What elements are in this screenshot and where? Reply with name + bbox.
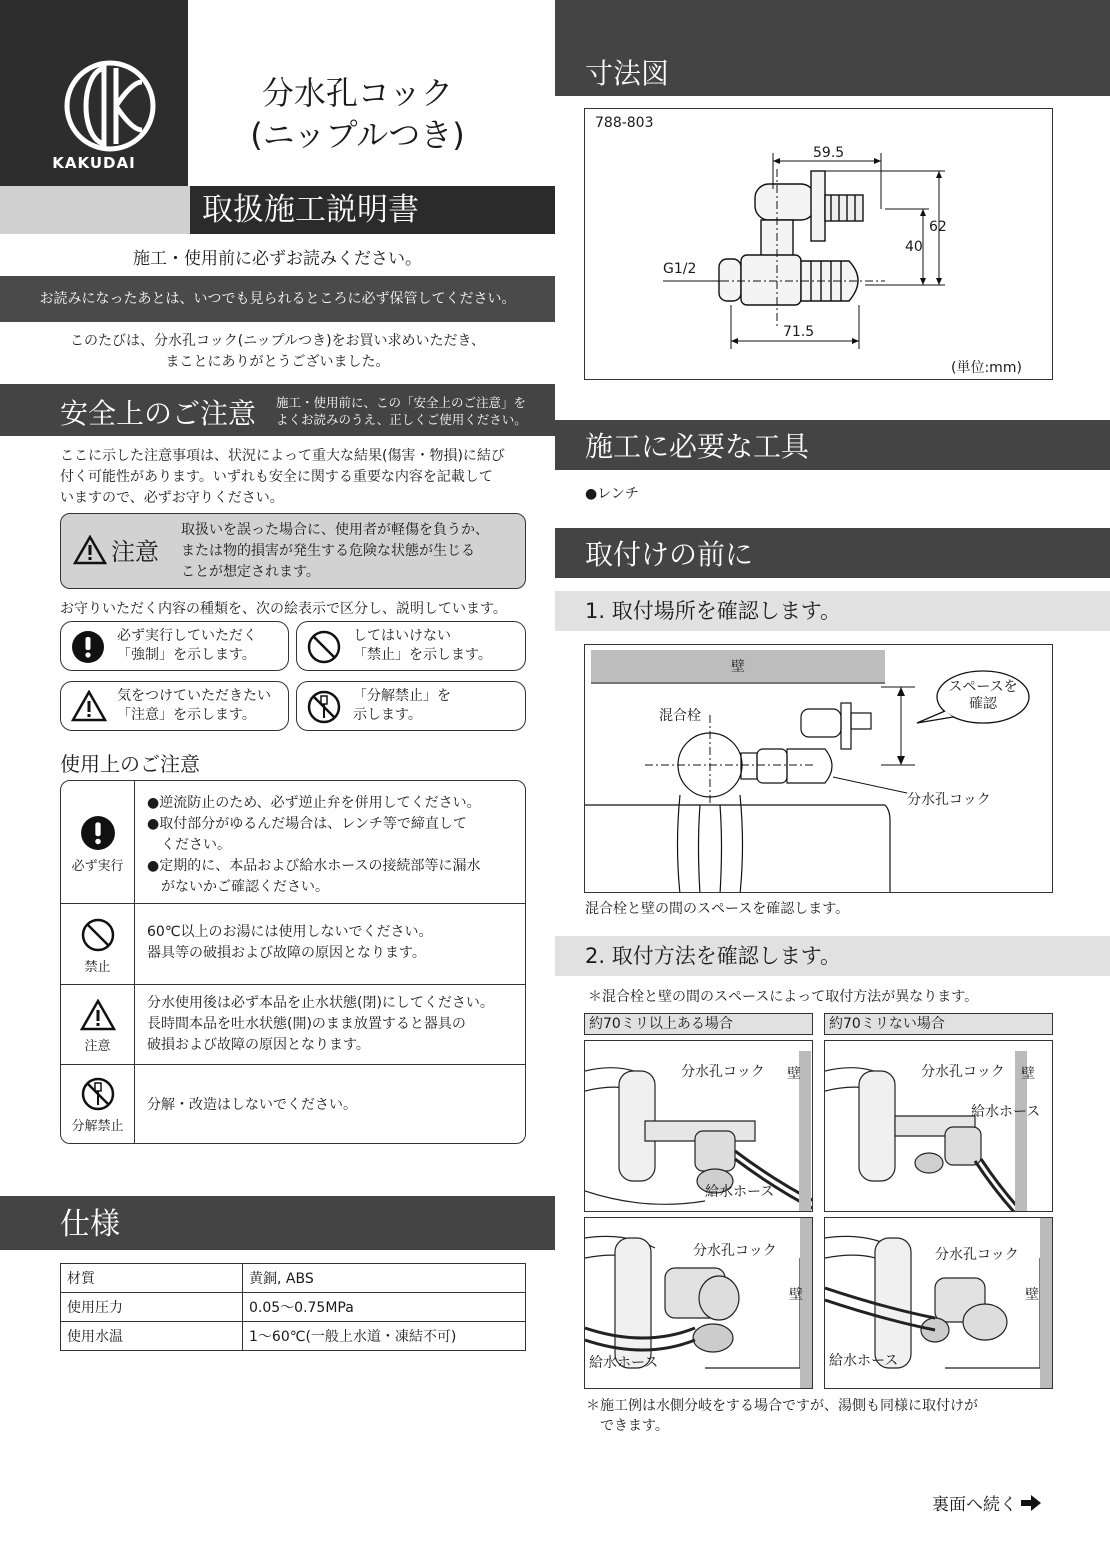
caution-pill-text	[117, 687, 271, 725]
prohibited-icon	[81, 918, 115, 952]
title-line-2: (ニップルつき)	[250, 116, 465, 154]
arrow-right-icon	[1021, 1495, 1041, 1511]
space-line-2: 確認	[969, 696, 997, 712]
usage-row-mandatory	[61, 781, 525, 903]
example-image-4	[824, 1217, 1053, 1389]
faucet-label: 混合栓	[659, 708, 701, 724]
row1-line-2: ●取付部分がゆるんだ場合は、レンチ等で締直して	[147, 816, 467, 832]
label-hose: 給水ホース	[829, 1353, 899, 1369]
dim-62: 62	[929, 219, 947, 235]
footnote-line-2: できます。	[600, 1418, 669, 1434]
spec-title: 仕様	[0, 1196, 555, 1250]
no-disassembly-icon	[81, 1077, 115, 1111]
usage-row-icon-cell	[61, 781, 135, 903]
dim-71-5: 71.5	[783, 324, 815, 340]
pill1-line-2: 「強制」を示します。	[117, 647, 256, 663]
usage-row-no-disassembly	[61, 1064, 525, 1144]
safety-note-line-1: 施工・使用前に、この「安全上のご注意」を	[276, 395, 527, 410]
usage-row-icon-cell	[61, 904, 135, 984]
label-wall: 壁	[1021, 1066, 1035, 1082]
example-image-1	[584, 1040, 813, 1212]
usage-row2-label: 禁止	[84, 960, 111, 975]
warning-triangle-icon	[71, 690, 107, 722]
pill4-line-2: 示します。	[353, 707, 422, 723]
spec-value: 黄銅, ABS	[243, 1264, 526, 1293]
classify-text: お守りいただく内容の種類を、次の絵表示で区分し、説明しています。	[60, 601, 507, 617]
spec-table	[60, 1263, 526, 1351]
continue-note	[932, 1490, 1041, 1515]
step1-caption: 混合栓と壁の間のスペースを確認します。	[585, 901, 850, 917]
safety-header	[0, 384, 555, 436]
row1-line-3: ください。	[161, 837, 231, 853]
unit-label: (単位:mm)	[951, 360, 1022, 376]
kakudai-logo	[62, 58, 158, 154]
step1-title: 1. 取付場所を確認します。	[555, 591, 1110, 631]
row3-line-2: 長時間本品を吐水状態(開)のまま放置すると器具の	[147, 1016, 466, 1032]
row3-line-3: 破損および故障の原因となります。	[147, 1037, 370, 1053]
footnote-line-1: ＊施工例は水側分岐をする場合ですが、湯側も同様に取付けが	[586, 1398, 978, 1414]
space-callout	[935, 679, 1031, 713]
caution-label	[73, 532, 159, 567]
caution-box	[60, 513, 526, 589]
example-image-2	[824, 1040, 1053, 1212]
usage-row4-label: 分解禁止	[71, 1119, 124, 1134]
no-disassembly-icon	[307, 690, 341, 724]
title-line-1: 分水孔コック	[261, 74, 454, 112]
safety-note	[276, 394, 527, 428]
continue-text: 裏面へ続く	[932, 1495, 1017, 1515]
keep-notice: お読みになったあとは、いつでも見られるところに必ず保管してください。	[0, 276, 555, 322]
prohibited-icon	[307, 630, 341, 664]
mandatory-pill	[60, 621, 289, 671]
usage-row2-text	[147, 922, 522, 964]
label-hose: 給水ホース	[589, 1355, 659, 1371]
usage-row4-text: 分解・改造はしないでください。	[147, 1097, 357, 1113]
usage-row-prohibited	[61, 903, 525, 984]
step2-note: ＊混合栓と壁の間のスペースによって取付方法が異なります。	[588, 989, 979, 1005]
label-cock: 分水孔コック	[935, 1247, 1019, 1263]
thread-label: G1/2	[663, 261, 697, 277]
thanks-line-2: まことにありがとうございました。	[165, 354, 390, 370]
wall-label: 壁	[591, 650, 885, 684]
spec-key: 材質	[61, 1264, 243, 1293]
pill4-line-1: 「分解禁止」を	[353, 688, 451, 704]
pill2-line-1: してはいけない	[353, 628, 451, 644]
usage-row-caution	[61, 984, 525, 1064]
footnote	[586, 1396, 978, 1436]
example-image-3	[584, 1217, 813, 1389]
spec-row	[61, 1293, 526, 1322]
logo-block	[0, 0, 188, 186]
model-number: 788-803	[595, 115, 654, 131]
row1-line-4: ●定期的に、本品および給水ホースの接続部等に漏水	[147, 858, 481, 874]
usage-row3-label: 注意	[84, 1039, 111, 1054]
label-wall: 壁	[789, 1287, 803, 1303]
thanks-text	[0, 331, 555, 373]
label-wall: 壁	[1025, 1287, 1039, 1303]
case1-label: 約70ミリ以上ある場合	[584, 1013, 813, 1035]
row1-line-5: がないかご確認ください。	[161, 879, 329, 895]
label-wall: 壁	[787, 1066, 801, 1082]
safety-note-line-2: よくお読みのうえ、正しくご使用ください。	[276, 412, 527, 427]
read-before-notice: 施工・使用前に必ずお読みください。	[133, 249, 422, 269]
spec-row	[61, 1264, 526, 1293]
case2-label: 約70ミリない場合	[824, 1013, 1053, 1035]
space-line-1: スペースを	[948, 679, 1018, 695]
spec-key: 使用水温	[61, 1322, 243, 1351]
dimensions-title: 寸法図	[555, 52, 1110, 96]
mandatory-icon	[80, 815, 116, 851]
caution-line-1: 取扱いを誤った場合に、使用者が軽傷を負うか、	[181, 522, 489, 538]
intro-line-1: ここに示した注意事項は、状況によって重大な結果(傷害・物損)に結び	[60, 448, 505, 464]
dim-40: 40	[905, 239, 923, 255]
row3-line-1: 分水使用後は必ず本品を止水状態(閉)にしてください。	[147, 995, 494, 1011]
caution-description	[181, 520, 521, 583]
step2-title: 2. 取付方法を確認します。	[555, 936, 1110, 976]
warning-triangle-icon	[80, 999, 116, 1031]
mandatory-icon	[71, 630, 105, 664]
caution-label-text: 注意	[111, 538, 159, 566]
caution-pill	[60, 681, 289, 731]
label-cock: 分水孔コック	[693, 1243, 777, 1259]
caution-line-3: ことが想定されます。	[181, 564, 320, 580]
pill3-line-1: 気をつけていただきたい	[117, 688, 271, 704]
pill1-line-1: 必ず実行していただく	[117, 628, 257, 644]
row2-line-2: 器具等の破損および故障の原因となります。	[147, 945, 426, 961]
pill2-line-2: 「禁止」を示します。	[353, 647, 492, 663]
before-title: 取付けの前に	[555, 528, 1110, 578]
usage-row3-text	[147, 993, 522, 1056]
label-hose: 給水ホース	[971, 1104, 1041, 1120]
label-hose: 給水ホース	[705, 1184, 775, 1200]
prohibited-pill	[296, 621, 526, 671]
spec-value: 1～60℃(一般上水道・凍結不可)	[243, 1322, 526, 1351]
usage-row1-label: 必ず実行	[71, 859, 124, 874]
cock-label: 分水孔コック	[907, 792, 991, 808]
dimension-drawing	[584, 108, 1053, 380]
thanks-line-1: このたびは、分水孔コック(ニップルつき)をお買い求めいただき、	[70, 333, 485, 349]
dim-59-5: 59.5	[813, 145, 845, 161]
warning-triangle-icon	[73, 535, 107, 565]
intro-line-3: いますので、必ずお守りください。	[60, 490, 284, 506]
intro-line-2: 付く可能性があります。いずれも安全に関する重要な内容を記載して	[60, 469, 493, 485]
location-diagram	[584, 644, 1053, 893]
mandatory-text	[117, 627, 257, 665]
usage-table	[60, 780, 526, 1144]
no-disassembly-text	[353, 687, 451, 725]
safety-title: 安全上のご注意	[60, 397, 257, 430]
label-cock: 分水孔コック	[921, 1064, 1005, 1080]
usage-title: 使用上のご注意	[60, 752, 200, 776]
brand-name: KAKUDAI	[52, 154, 136, 172]
usage-row-icon-cell	[61, 985, 135, 1064]
prohibited-text	[353, 627, 492, 665]
manual-bar-accent	[0, 186, 190, 234]
spec-value: 0.05～0.75MPa	[243, 1293, 526, 1322]
row1-line-1: ●逆流防止のため、必ず逆止弁を併用してください。	[147, 795, 481, 811]
caution-line-2: または物的損害が発生する危険な状態が生じる	[181, 543, 475, 559]
safety-intro	[60, 446, 530, 509]
row2-line-1: 60℃以上のお湯には使用しないでください。	[147, 924, 433, 940]
spec-row	[61, 1322, 526, 1351]
top-right-band	[555, 0, 1110, 52]
usage-row-icon-cell	[61, 1065, 135, 1144]
tool-item: ●レンチ	[585, 486, 639, 502]
usage-row1-text	[147, 793, 522, 898]
tools-title: 施工に必要な工具	[555, 420, 1110, 470]
spec-key: 使用圧力	[61, 1293, 243, 1322]
product-title	[200, 72, 515, 156]
no-disassembly-pill	[296, 681, 526, 731]
label-cock: 分水孔コック	[681, 1064, 765, 1080]
manual-title: 取扱施工説明書	[190, 186, 555, 234]
pill3-line-2: 「注意」を示します。	[117, 707, 256, 723]
